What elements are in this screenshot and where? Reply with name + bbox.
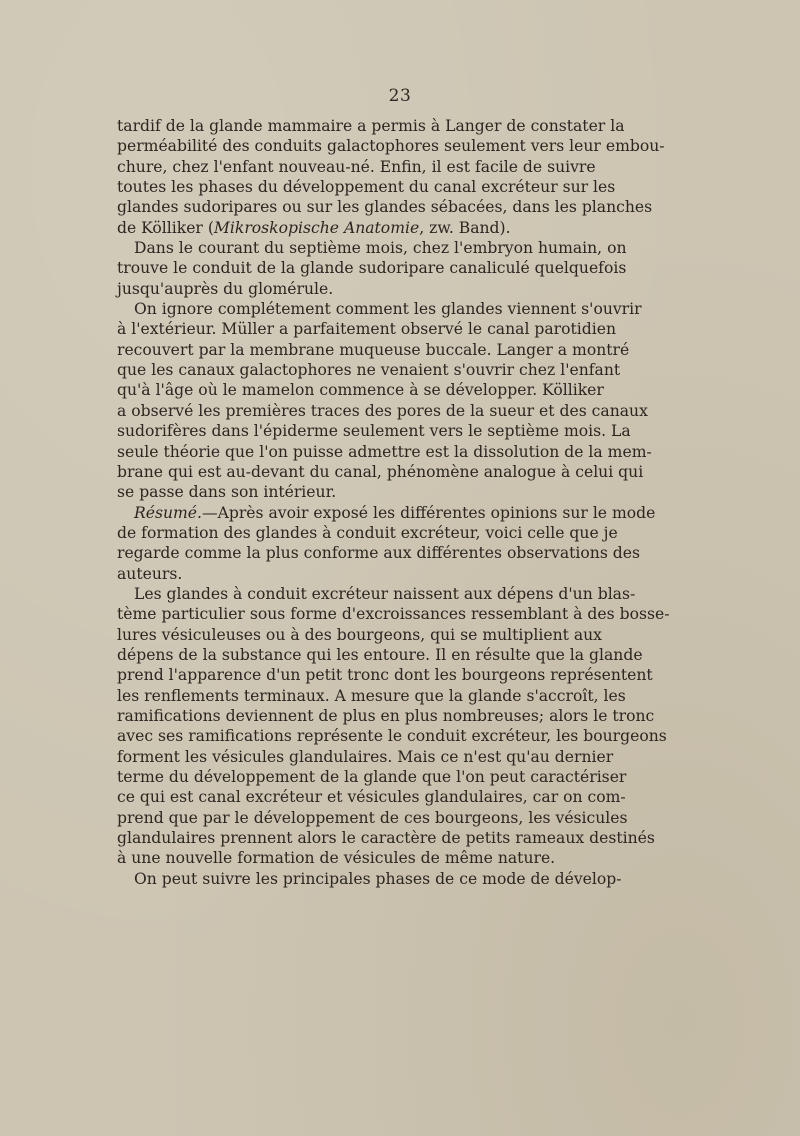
text-line: auteurs. [117,564,183,583]
text-line: à l'extérieur. Müller a parfaitement observé le canal parotidien [117,320,617,339]
text-line: terme du développement de la glande que l'on peut caractériser [117,768,627,786]
text-fragment: de Kölliker ( [117,218,214,237]
text-line: prend que par le développement de ces bourgeons, les vésicules [117,808,628,827]
text-line: sudorifères dans l'épiderme seulement vers le septième mois. La [117,422,631,441]
text-line: que les canaux galactophores ne venaient s'ouvrir chez l'enfant [117,361,621,380]
text-line: avec ses ramifications représente le conduit excréteur, les bourgeons [117,727,667,746]
text-line: perméabilité des conduits galactophores seulement vers leur embou- [117,137,665,156]
body-text [117,116,670,889]
text-line: de formation des glandes à conduit excréteur, voici celle que je [117,523,618,542]
text-line: jusqu'auprès du glomérule. [117,279,334,298]
text-line: trouve le conduit de la glande sudoripare canaliculé quelquefois [117,259,627,278]
text-line: seule théorie que l'on puisse admettre est la dissolution de la mem- [117,442,652,461]
text-line: recouvert par la membrane muqueuse buccale. Langer a montré [117,340,630,359]
text-line: ramifications deviennent de plus en plus nombreuses; alors le tronc [117,706,655,725]
text-line: se passe dans son intérieur. [117,483,337,502]
text-line: les renflements terminaux. A mesure que la glande s'accroît, les [117,686,626,705]
paragraph-start-line: On peut suivre les principales phases de ce mode de dévelop- [134,869,622,888]
text-line: ce qui est canal excréteur et vésicules glandulaires, car on com- [117,788,626,807]
paragraph-start-line [117,503,656,523]
text-line: brane qui est au-devant du canal, phénomène analogue à celui qui [117,462,644,481]
paragraph-start-line: Dans le courant du septième mois, chez l'embryon humain, on [134,239,627,258]
text-line: forment les vésicules glandulaires. Mais ce n'est qu'au dernier [117,747,614,766]
text-line: dépens de la substance qui les entoure. Il en résulte que la glande [117,645,643,664]
text-line: chure, chez l'enfant nouveau-né. Enfin, il est facile de suivre [117,157,596,176]
italic-title: Mikroskopische Anatomie [213,218,420,237]
paragraph-start-line: On ignore complétement comment les glandes viennent s'ouvrir [134,300,642,319]
text-line: lures vésiculeuses ou à des bourgeons, qui se multiplient aux [117,625,602,644]
text-line [117,218,587,238]
text-line: prend l'apparence d'un petit tronc dont les bourgeons représentent [117,666,653,685]
text-line: à une nouvelle formation de vésicules de même nature. [117,849,556,868]
text-line: tardif de la glande mammaire a permis à Langer de constater la [117,117,625,135]
text-line: toutes les phases du développement du canal excréteur sur les [117,178,616,197]
page-number: 23 [388,86,412,106]
text-line: glandes sudoripares ou sur les glandes sébacées, dans les planches [117,198,653,217]
resume-heading: Résumé. [134,503,202,522]
text-line: a observé les premières traces des pores de la sueur et des canaux [117,401,648,420]
text-line: glandulaires prennent alors le caractère de petits rameaux destinés [117,829,655,848]
text-fragment: —Après avoir exposé les différentes opinions sur le mode [202,503,656,522]
text-line: qu'à l'âge où le mamelon commence à se développer. Kölliker [117,381,604,400]
text-line: regarde comme la plus conforme aux différentes observations des [117,544,640,563]
text-fragment: , zw. Band). [419,218,511,237]
paragraph-start-line: Les glandes à conduit excréteur naissent aux dépens d'un blas- [134,584,636,603]
text-line: tème particulier sous forme d'excroissances ressemblant à des bosse- [117,605,670,624]
